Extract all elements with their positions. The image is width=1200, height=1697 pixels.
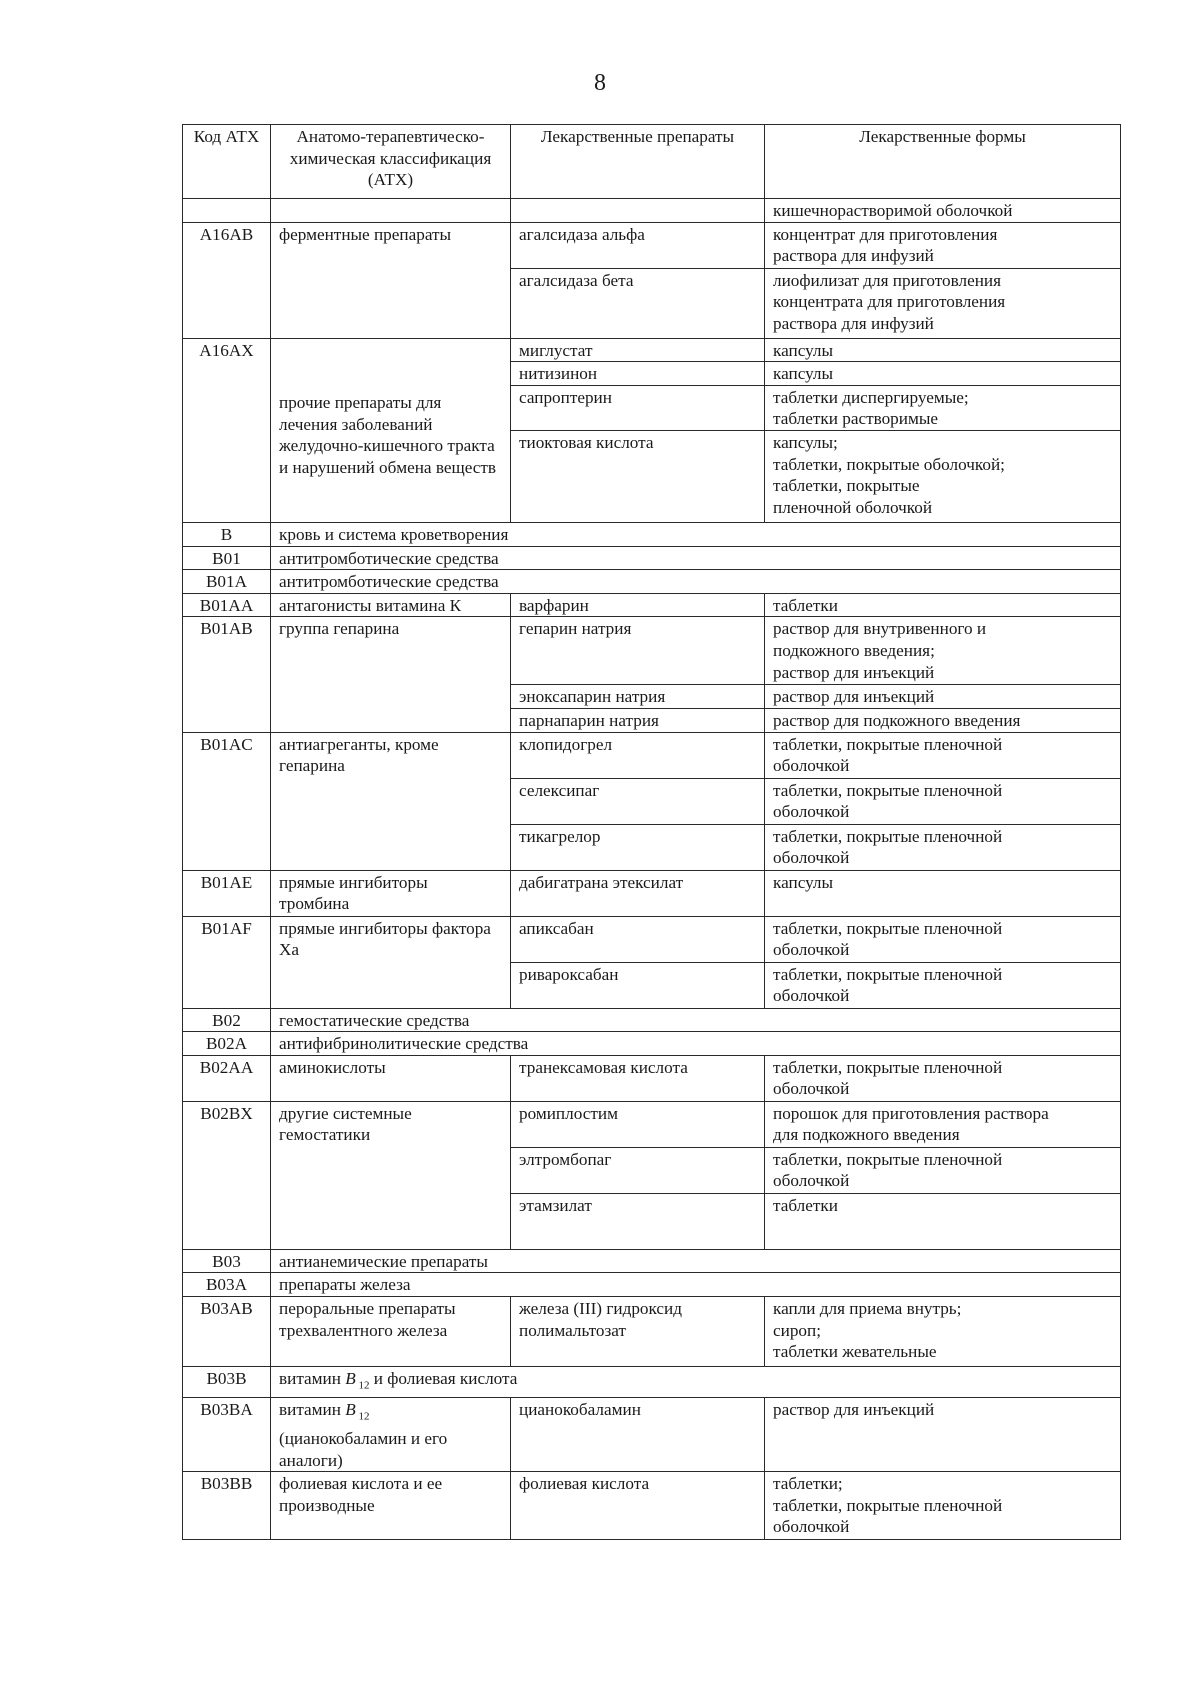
- atx-classification: антагонисты витамина К: [271, 593, 511, 617]
- drug-name: железа (III) гидроксид полимальтозат: [511, 1296, 765, 1366]
- atx-classification: прямые ингибиторы фактора Xa: [271, 916, 511, 1008]
- drug-name: варфарин: [511, 593, 765, 617]
- dosage-form-line: таблетки жевательные: [773, 1342, 937, 1362]
- dosage-form: [765, 593, 1121, 617]
- dosage-form: [765, 1101, 1121, 1147]
- drug-name: тиоктовая кислота: [511, 430, 765, 522]
- dosage-form-line: оболочкой: [773, 1171, 850, 1191]
- dosage-form-line: раствор для инъекций: [773, 687, 935, 707]
- atx-classification: [271, 1397, 511, 1471]
- drug-name: миглустат: [511, 338, 765, 362]
- dosage-form-line: капсулы;: [773, 432, 838, 452]
- dosage-form: [765, 1147, 1121, 1193]
- table-row: [183, 1296, 1121, 1366]
- dosage-form-line: пленочной оболочкой: [773, 497, 933, 517]
- dosage-form-line: раствор для внутривенного и: [773, 619, 987, 639]
- drug-name: гепарин натрия: [511, 617, 765, 685]
- atx-classification: группа гепарина: [271, 617, 511, 732]
- drug-name: ривароксабан: [511, 962, 765, 1008]
- drug-name: ромиплостим: [511, 1101, 765, 1147]
- dosage-form: [765, 962, 1121, 1008]
- dosage-form: [765, 916, 1121, 962]
- dosage-form: [765, 617, 1121, 685]
- section-row: [183, 546, 1121, 570]
- header-drugs: Лекарственные препараты: [511, 125, 765, 199]
- dosage-form: [765, 1193, 1121, 1249]
- dosage-form-line: оболочкой: [773, 756, 850, 776]
- dosage-form-line: капсулы: [773, 364, 834, 384]
- atx-code: [183, 199, 271, 223]
- drug-name: [511, 199, 765, 223]
- dosage-form-line: лиофилизат для приготовления: [773, 270, 1002, 290]
- table-row: [183, 732, 1121, 778]
- dosage-form-line: таблетки, покрытые: [773, 476, 920, 496]
- atx-code: B03B: [183, 1366, 271, 1397]
- dosage-form-line: раствора для инфузий: [773, 313, 934, 333]
- dosage-form-line: оболочкой: [773, 848, 850, 868]
- dosage-form-line: таблетки;: [773, 1474, 843, 1494]
- section-title-suffix: и фолиевая кислота: [369, 1368, 518, 1388]
- section-title: антитромботические средства: [271, 546, 1121, 570]
- atx-code: A16AX: [183, 338, 271, 522]
- atx-table-body: [183, 199, 1121, 1540]
- atx-code: B: [183, 522, 271, 546]
- atx-code: B02A: [183, 1032, 271, 1056]
- dosage-form-line: таблетки, покрытые пленочной: [773, 1149, 1003, 1169]
- section-row: [183, 1032, 1121, 1056]
- header-classification: Анатомо-терапевтическо-химическая классификация (АТХ): [271, 125, 511, 199]
- drug-name: агалсидаза альфа: [511, 222, 765, 268]
- atx-classification: пероральные препараты трехвалентного железа: [271, 1296, 511, 1366]
- table-row: [183, 199, 1121, 223]
- dosage-form-line: концентрат для приготовления: [773, 224, 998, 244]
- dosage-form-line: раствор для инъекций: [773, 1399, 935, 1419]
- atx-code: A16AB: [183, 222, 271, 338]
- section-title: антифибринолитические средства: [271, 1032, 1121, 1056]
- dosage-form-line: таблетки: [773, 595, 838, 615]
- atx-code: B01AB: [183, 617, 271, 732]
- section-title: антитромботические средства: [271, 570, 1121, 594]
- table-row: [183, 617, 1121, 685]
- dosage-form-line: таблетки, покрытые оболочкой;: [773, 454, 1005, 474]
- drug-name: агалсидаза бета: [511, 268, 765, 338]
- header-code: Код АТХ: [183, 125, 271, 199]
- section-row: [183, 1008, 1121, 1032]
- dosage-form-line: таблетки: [773, 1195, 838, 1215]
- section-title-prefix: витамин: [279, 1368, 346, 1388]
- table-row: [183, 916, 1121, 962]
- drug-name: эноксапарин натрия: [511, 685, 765, 709]
- table-row: [183, 593, 1121, 617]
- drug-name: элтромбопаг: [511, 1147, 765, 1193]
- atx-classification: [271, 199, 511, 223]
- atx-code: B01AC: [183, 732, 271, 870]
- atx-code: B01AE: [183, 870, 271, 916]
- dosage-form-line: подкожного введения;: [773, 640, 935, 660]
- section-title: [271, 1366, 1121, 1397]
- atx-code: B03AB: [183, 1296, 271, 1366]
- dosage-form-line: таблетки, покрытые пленочной: [773, 826, 1003, 846]
- table-row: [183, 1397, 1121, 1471]
- dosage-form-line: капсулы: [773, 872, 834, 892]
- atx-code: B03: [183, 1249, 271, 1273]
- atx-code: B01AA: [183, 593, 271, 617]
- dosage-form-line: капсулы: [773, 340, 834, 360]
- atx-code: B03BB: [183, 1472, 271, 1540]
- page-number: 8: [594, 70, 606, 96]
- drug-name: сапроптерин: [511, 385, 765, 430]
- drug-name: клопидогрел: [511, 732, 765, 778]
- atx-classification: прочие препараты для лечения заболеваний желудочно-кишечного тракта и нарушений обмена веществ: [271, 338, 511, 522]
- dosage-form: [765, 1055, 1121, 1101]
- dosage-form: [765, 778, 1121, 824]
- dosage-form: [765, 268, 1121, 338]
- dosage-form: [765, 362, 1121, 386]
- dosage-form-line: оболочкой: [773, 802, 850, 822]
- dosage-form-line: для подкожного введения: [773, 1125, 960, 1145]
- dosage-form-line: оболочкой: [773, 986, 850, 1006]
- drug-name: парнапарин натрия: [511, 708, 765, 732]
- dosage-form: [765, 199, 1121, 223]
- section-row: [183, 570, 1121, 594]
- drug-name: селексипаг: [511, 778, 765, 824]
- drug-name: дабигатрана этексилат: [511, 870, 765, 916]
- section-title: препараты железа: [271, 1273, 1121, 1297]
- dosage-form: [765, 1472, 1121, 1540]
- classification-symbol: B: [345, 1399, 356, 1419]
- atx-classification: прямые ингибиторы тромбина: [271, 870, 511, 916]
- dosage-form-line: таблетки, покрытые пленочной: [773, 964, 1003, 984]
- table-row: [183, 1055, 1121, 1101]
- dosage-form: [765, 732, 1121, 778]
- drug-name: цианокобаламин: [511, 1397, 765, 1471]
- atx-classification: антиагреганты, кроме гепарина: [271, 732, 511, 870]
- section-row: [183, 1366, 1121, 1397]
- drug-name: транексамовая кислота: [511, 1055, 765, 1101]
- section-title: антианемические препараты: [271, 1249, 1121, 1273]
- classification-prefix: витамин: [279, 1399, 346, 1419]
- dosage-form-line: сироп;: [773, 1320, 821, 1340]
- dosage-form-line: таблетки, покрытые пленочной: [773, 734, 1003, 754]
- drug-name: фолиевая кислота: [511, 1472, 765, 1540]
- section-title-subscript: 12: [355, 1379, 370, 1392]
- atx-code: B03A: [183, 1273, 271, 1297]
- atx-table: [182, 124, 1121, 1540]
- section-row: [183, 1273, 1121, 1297]
- dosage-form: [765, 338, 1121, 362]
- atx-classification: другие системные гемостатики: [271, 1101, 511, 1249]
- dosage-form: [765, 222, 1121, 268]
- dosage-form-line: кишечнорастворимой оболочкой: [773, 201, 1013, 220]
- dosage-form: [765, 870, 1121, 916]
- atx-classification: ферментные препараты: [271, 222, 511, 338]
- dosage-form: [765, 685, 1121, 709]
- atx-code: B01AF: [183, 916, 271, 1008]
- dosage-form-line: таблетки, покрытые пленочной: [773, 1495, 1003, 1515]
- header-forms: Лекарственные формы: [765, 125, 1121, 199]
- table-row: [183, 870, 1121, 916]
- dosage-form-line: таблетки, покрытые пленочной: [773, 918, 1003, 938]
- dosage-form-line: раствор для инъекций: [773, 662, 935, 682]
- dosage-form-line: оболочкой: [773, 1517, 850, 1537]
- atx-code: B01A: [183, 570, 271, 594]
- table-header-row: [183, 125, 1121, 199]
- table-row: [183, 1472, 1121, 1540]
- dosage-form: [765, 824, 1121, 870]
- dosage-form-line: раствор для подкожного введения: [773, 710, 1021, 730]
- classification-subscript: 12: [355, 1410, 370, 1423]
- dosage-form: [765, 430, 1121, 522]
- dosage-form-line: таблетки, покрытые пленочной: [773, 1057, 1003, 1077]
- section-title-symbol: B: [345, 1368, 356, 1388]
- dosage-form-line: оболочкой: [773, 1079, 850, 1099]
- dosage-form-line: капли для приема внутрь;: [773, 1298, 962, 1318]
- table-row: [183, 222, 1121, 268]
- drug-name: этамзилат: [511, 1193, 765, 1249]
- atx-code: B02AA: [183, 1055, 271, 1101]
- atx-code: B02: [183, 1008, 271, 1032]
- dosage-form-line: таблетки растворимые: [773, 409, 939, 429]
- atx-classification: фолиевая кислота и ее производные: [271, 1472, 511, 1540]
- drug-name: тикагрелор: [511, 824, 765, 870]
- atx-classification: аминокислоты: [271, 1055, 511, 1101]
- drug-name: нитизинон: [511, 362, 765, 386]
- dosage-form-line: концентрата для приготовления: [773, 292, 1006, 312]
- dosage-form: [765, 1296, 1121, 1366]
- dosage-form-line: таблетки, покрытые пленочной: [773, 780, 1003, 800]
- classification-suffix: (цианокобаламин и его аналоги): [279, 1428, 448, 1470]
- table-row: [183, 338, 1121, 362]
- atx-code: B03BA: [183, 1397, 271, 1471]
- drug-name: апиксабан: [511, 916, 765, 962]
- section-title: гемостатические средства: [271, 1008, 1121, 1032]
- dosage-form: [765, 1397, 1121, 1471]
- dosage-form-line: оболочкой: [773, 940, 850, 960]
- section-row: [183, 522, 1121, 546]
- dosage-form-line: таблетки диспергируемые;: [773, 387, 969, 407]
- section-row: [183, 1249, 1121, 1273]
- dosage-form: [765, 708, 1121, 732]
- section-title: кровь и система кроветворения: [271, 522, 1121, 546]
- dosage-form-line: раствора для инфузий: [773, 246, 934, 266]
- table-row: [183, 1101, 1121, 1147]
- dosage-form-line: порошок для приготовления раствора: [773, 1103, 1049, 1123]
- atx-code: B02BX: [183, 1101, 271, 1249]
- dosage-form: [765, 385, 1121, 430]
- atx-code: B01: [183, 546, 271, 570]
